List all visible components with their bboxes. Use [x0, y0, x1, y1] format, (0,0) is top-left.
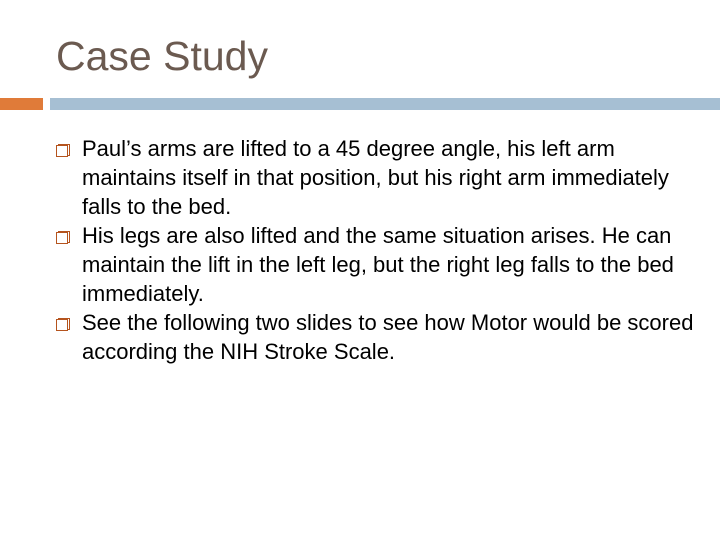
square-bullet-icon: [56, 144, 70, 157]
square-bullet-icon: [56, 231, 70, 244]
bullet-text: See the following two slides to see how Motor would be scored according the NIH Stroke Scale.: [82, 310, 694, 364]
square-bullet-icon: [56, 318, 70, 331]
slide-title: Case Study: [56, 33, 268, 79]
title-accent-bar: [0, 98, 43, 110]
bullet-item: [56, 308, 706, 366]
title-rule-bar: [50, 98, 720, 110]
bullet-text: Paul’s arms are lifted to a 45 degree angle, his left arm maintains itself in that position, but his right arm immediately falls to the bed.: [82, 136, 669, 219]
bullet-text: His legs are also lifted and the same situation arises. He can maintain the lift in the left leg, but the right leg falls to the bed immediately.: [82, 223, 674, 306]
bullet-list: [56, 134, 706, 366]
bullet-item: [56, 134, 706, 221]
bullet-item: [56, 221, 706, 308]
